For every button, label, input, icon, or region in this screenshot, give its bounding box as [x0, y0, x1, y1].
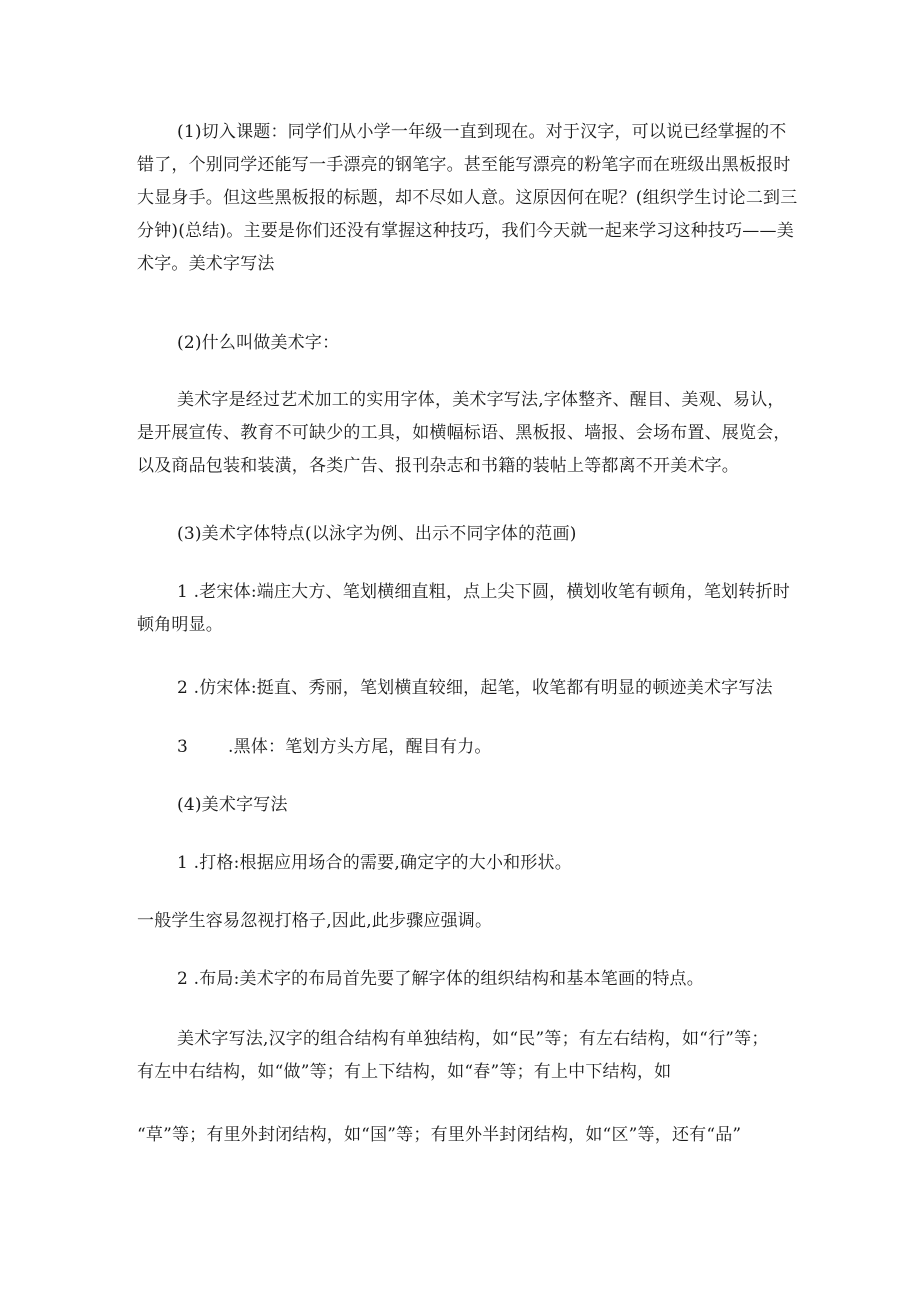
text-line: 是开展宣传、教育不可缺少的工具，如横幅标语、黑板报、墙报、会场布置、展览会，	[137, 423, 791, 443]
heading-features	[137, 518, 797, 551]
item-fang-song	[137, 672, 797, 705]
text-line: 大显身手。但这些黑板报的标题，却不尽如人意。这原因何在呢？(组织学生讨论二到三	[137, 188, 798, 208]
paragraph-grid-note	[137, 905, 797, 938]
text-line: 以及商品包装和装潢，各类广告、报刊杂志和书籍的装帖上等都离不开美术字。	[137, 456, 739, 476]
item-hei	[137, 731, 797, 764]
text-line: 美术字是经过艺术加工的实用字体，美术字写法,字体整齐、醒目、美观、易认，	[177, 390, 785, 410]
text-line: (4)美术字写法	[177, 795, 288, 815]
item-old-song	[137, 576, 797, 642]
text-line: 2 .布局:美术字的布局首先要了解字体的组织结构和基本笔画的特点。	[177, 969, 704, 989]
text-line: 2 .仿宋体:挺直、秀丽，笔划横直较细，起笔，收笔都有明显的顿迹美术字写法	[177, 678, 773, 698]
text-line	[137, 731, 797, 764]
text-line: “草”等；有里外封闭结构，如“国”等；有里外半封闭结构，如“区”等，还有“品”	[137, 1125, 742, 1145]
text-line: 1 .老宋体:端庄大方、笔划横细直粗，点上尖下圆，横划收笔有顿角，笔划转折时	[177, 582, 790, 602]
list-number: 3	[177, 737, 189, 757]
text-line: (3)美术字体特点(以泳字为例、出示不同字体的范画)	[177, 524, 577, 544]
text-line: 分钟)(总结)。主要是你们还没有掌握这种技巧，我们今天就一起来学习这种技巧——美	[137, 221, 794, 241]
item-grid	[137, 847, 797, 880]
text-line: (2)什么叫做美术字：	[177, 333, 340, 353]
list-text: .黑体：笔划方头方尾，醒目有力。	[228, 737, 492, 757]
heading-what-is	[137, 327, 797, 360]
paragraph-structure-cont	[137, 1119, 797, 1152]
text-line: 一般学生容易忽视打格子,因此,此步骤应强调。	[137, 911, 493, 931]
item-layout	[137, 963, 797, 996]
text-line: 1 .打格:根据应用场合的需要,确定字的大小和形状。	[177, 853, 572, 873]
text-line: 美术字写法,汉字的组合结构有单独结构，如“民”等；有左右结构，如“行”等；	[177, 1029, 769, 1049]
paragraph-definition	[137, 384, 797, 483]
text-line: 顿角明显。	[137, 615, 223, 635]
text-line: 错了，个别同学还能写一手漂亮的钢笔字。甚至能写漂亮的粉笔字而在班级出黑板报时	[137, 155, 791, 175]
text-line: 有左中右结构，如“做”等；有上下结构，如“春”等；有上中下结构，如	[137, 1062, 672, 1082]
text-line: (1)切入课题：同学们从小学一年级一直到现在。对于汉字，可以说已经掌握的不	[177, 122, 787, 142]
text-line: 术字。美术字写法	[137, 254, 275, 274]
paragraph-intro	[137, 116, 797, 281]
paragraph-structure	[137, 1023, 797, 1089]
heading-writing	[137, 789, 797, 822]
